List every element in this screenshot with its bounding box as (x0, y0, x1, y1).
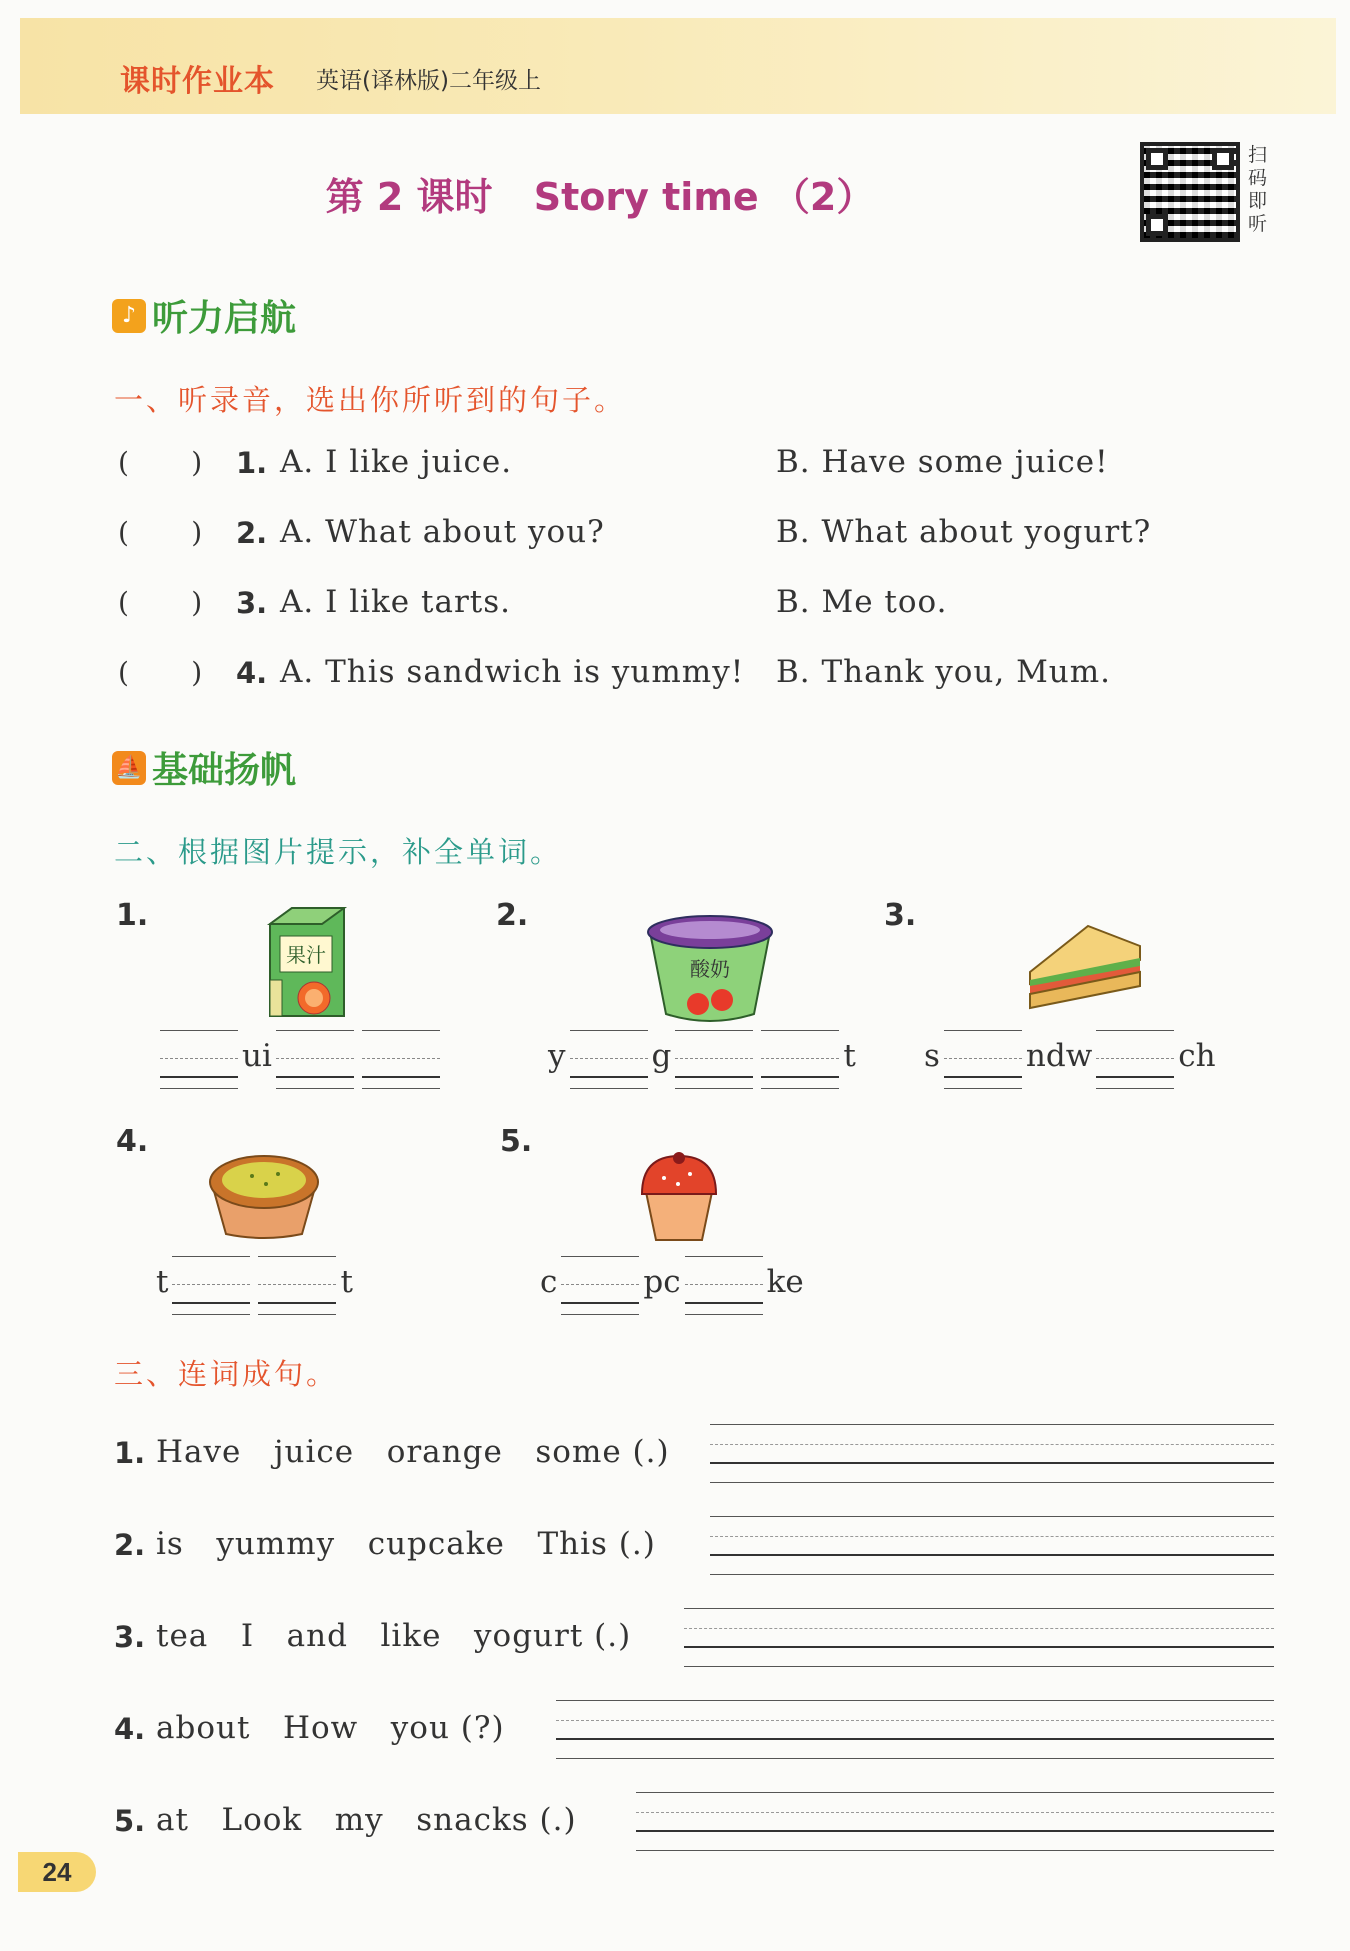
qr-code-icon[interactable] (1140, 142, 1240, 242)
letter-blank[interactable] (160, 1030, 238, 1088)
option-b: B. Me too. (776, 584, 948, 620)
cupcake-icon (634, 1148, 724, 1244)
option-b: B. Thank you, Mum. (776, 654, 1112, 690)
scrambled-words: at Look my snacks (.) (156, 1802, 577, 1838)
answer-writing-lines[interactable] (556, 1700, 1274, 1764)
word-item-number: 1. (116, 898, 149, 933)
letter-blank[interactable] (1096, 1030, 1174, 1088)
letter-blank[interactable] (258, 1256, 336, 1314)
option-a: A. I like juice. (280, 444, 513, 480)
list-item: 4. about How you (?) (114, 1700, 1274, 1780)
option-a: A. This sandwich is yummy! (280, 654, 745, 690)
list-item: ( ) 3. A. I like tarts. B. Me too. (118, 584, 948, 620)
letter-blank[interactable] (362, 1030, 440, 1088)
juice-box-icon (262, 906, 352, 1024)
answer-writing-lines[interactable] (684, 1608, 1274, 1672)
option-a: A. What about you? (280, 514, 605, 550)
answer-bracket[interactable]: ( ) (118, 446, 203, 479)
answer-writing-lines[interactable] (710, 1516, 1274, 1580)
sail-icon: ⛵ (112, 751, 146, 785)
headphone-icon: ♪ (112, 299, 146, 333)
svg-text:酸奶: 酸奶 (690, 957, 730, 981)
answer-writing-lines[interactable] (710, 1424, 1274, 1488)
option-b: B. Have some juice! (776, 444, 1109, 480)
exercise-2-title: 二、根据图片提示，补全单词。 (114, 835, 563, 869)
yogurt-cup-icon (642, 910, 778, 1030)
book-title: 英语(译林版)二年级上 (316, 68, 541, 94)
letter-blank[interactable] (685, 1256, 763, 1314)
word-blank-row: c pc ke (540, 1256, 804, 1314)
answer-bracket[interactable]: ( ) (118, 516, 203, 549)
option-b: B. What about yogurt? (776, 514, 1152, 550)
list-item: ( ) 2. A. What about you? B. What about yogurt? (118, 514, 1152, 550)
word-item-number: 4. (116, 1124, 149, 1159)
list-item: 3. tea I and like yogurt (.) (114, 1608, 1274, 1688)
word-blank-row: ui (156, 1030, 444, 1088)
brand-title: 课时作业本 (120, 64, 275, 99)
sandwich-icon (1024, 920, 1146, 1012)
scrambled-words: Have juice orange some (.) (156, 1434, 670, 1470)
letter-blank[interactable] (561, 1256, 639, 1314)
qr-label: 扫 码 即 听 (1248, 144, 1268, 235)
letter-blank[interactable] (944, 1030, 1022, 1088)
answer-bracket[interactable]: ( ) (118, 656, 203, 689)
letter-blank[interactable] (172, 1256, 250, 1314)
word-blank-row: s ndw ch (924, 1030, 1216, 1088)
list-item: 2. is yummy cupcake This (.) (114, 1516, 1274, 1596)
scrambled-words: tea I and like yogurt (.) (156, 1618, 632, 1654)
section-basics-heading: ⛵ 基础扬帆 (112, 742, 296, 793)
letter-blank[interactable] (761, 1030, 839, 1088)
svg-text:果汁: 果汁 (286, 943, 326, 967)
exercise-1-list (118, 442, 1238, 722)
list-item: ( ) 4. A. This sandwich is yummy! B. Thank you, Mum. (118, 654, 1112, 690)
word-item-number: 5. (500, 1124, 533, 1159)
scrambled-words: about How you (?) (156, 1710, 505, 1746)
answer-bracket[interactable]: ( ) (118, 586, 203, 619)
lesson-name: Story time （2） (533, 175, 875, 219)
letter-blank[interactable] (675, 1030, 753, 1088)
list-item: 1. Have juice orange some (.) (114, 1424, 1274, 1504)
section-listening-heading: ♪ 听力启航 (112, 290, 296, 341)
egg-tart-icon (204, 1146, 324, 1242)
list-item: 5. at Look my snacks (.) (114, 1792, 1274, 1872)
word-item-number: 3. (884, 898, 917, 933)
list-item: ( ) 1. A. I like juice. B. Have some juice! (118, 444, 1109, 480)
word-blank-row: y g t (548, 1030, 856, 1088)
page-number: 24 (18, 1852, 96, 1892)
word-blank-row: t t (156, 1256, 353, 1314)
answer-writing-lines[interactable] (636, 1792, 1274, 1856)
lesson-number: 第 2 课时 (325, 175, 493, 219)
scrambled-words: is yummy cupcake This (.) (156, 1526, 656, 1562)
exercise-1-title: 一、听录音，选出你所听到的句子。 (114, 383, 627, 417)
letter-blank[interactable] (570, 1030, 648, 1088)
word-item-number: 2. (496, 898, 529, 933)
lesson-title (0, 166, 1200, 221)
letter-blank[interactable] (276, 1030, 354, 1088)
exercise-3-title: 三、连词成句。 (114, 1357, 339, 1391)
option-a: A. I like tarts. (280, 584, 511, 620)
